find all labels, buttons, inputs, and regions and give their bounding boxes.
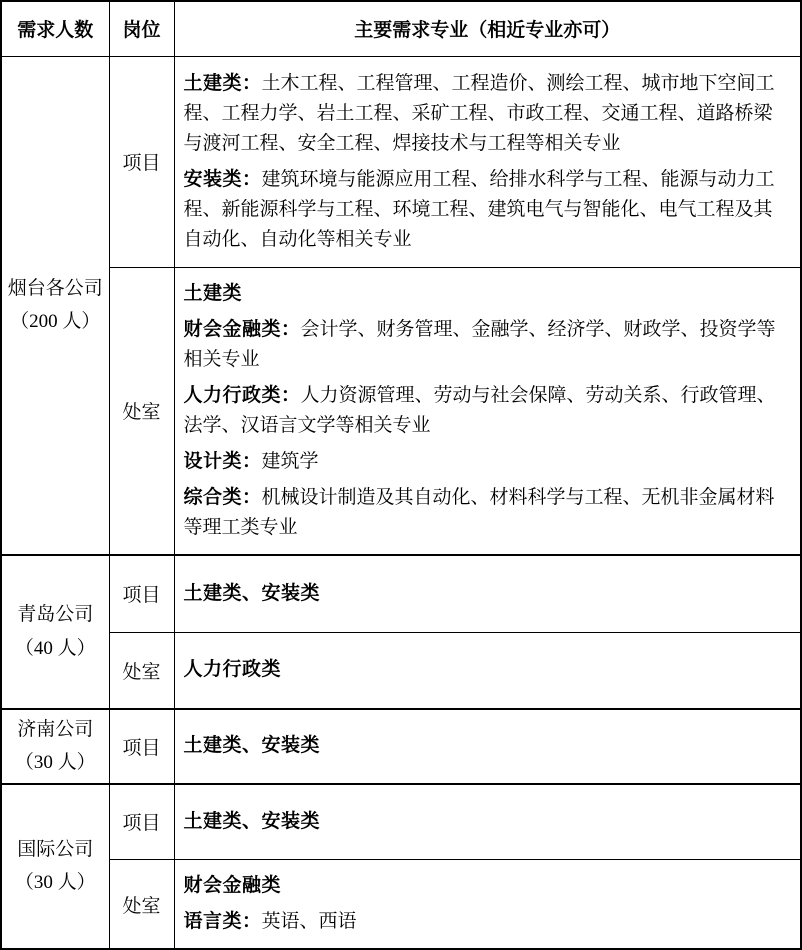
company-name: 烟台各公司	[7, 277, 103, 299]
major-category-label: 土建类、安装类	[183, 582, 321, 604]
header-majors: 主要需求专业（相近专业亦可）	[174, 1, 801, 56]
position-cell: 处室	[109, 860, 174, 950]
company-name: 青岛公司	[17, 604, 94, 626]
position-cell: 项目	[109, 784, 174, 860]
major-list: 建筑学	[261, 450, 319, 472]
major-list: 土木工程、工程管理、工程造价、测绘工程、城市地下空间工程、工程力学、岩土工程、采矿工程、市政工程、交通工程、道路桥梁与渡河工程、安全工程、焊接技术与工程等相关专业	[183, 72, 775, 154]
company-cell-qingdao	[1, 555, 109, 709]
row-yantai-project	[1, 56, 801, 267]
major-block	[184, 871, 789, 901]
major-block	[184, 483, 789, 543]
company-cell-international	[1, 784, 109, 950]
position-cell: 项目	[109, 555, 174, 633]
majors-cell	[174, 709, 801, 784]
company-name: 济南公司	[17, 718, 94, 740]
row-qingdao-office	[1, 633, 801, 709]
major-list: 会计学、财务管理、金融学、经济学、财政学、投资学等相关专业	[183, 318, 776, 370]
row-intl-project	[1, 784, 801, 860]
company-count: （30 人）	[14, 752, 96, 773]
major-category-label: 语言类：	[183, 911, 262, 932]
major-list: 建筑环境与能源应用工程、给排水科学与工程、能源与动力工程、新能源科学与工程、环境工程、建筑电气与智能化、电气工程及其自动化、自动化等相关专业	[183, 168, 775, 250]
majors-cell	[174, 555, 801, 633]
company-name: 国际公司	[17, 839, 94, 860]
major-category-label: 土建类	[183, 282, 243, 304]
major-block	[184, 381, 789, 441]
row-yantai-office	[1, 267, 801, 555]
major-block	[184, 279, 789, 309]
major-category-label: 人力行政类：	[183, 384, 301, 406]
major-category-label: 财会金融类	[183, 875, 282, 896]
row-qingdao-project	[1, 555, 801, 633]
major-block	[184, 655, 789, 685]
major-category-label: 综合类：	[183, 486, 262, 508]
major-category-label: 土建类、安装类	[183, 735, 321, 756]
major-category-label: 设计类：	[183, 450, 262, 472]
header-demand-count: 需求人数	[1, 1, 109, 56]
major-list: 人力资源管理、劳动与社会保障、劳动关系、行政管理、法学、汉语言文学等相关专业	[183, 384, 776, 436]
company-count: （30 人）	[14, 872, 96, 894]
major-list: 英语、西语	[261, 911, 357, 932]
major-category-label: 土建类、安装类	[183, 810, 321, 832]
major-block	[184, 447, 789, 477]
company-cell-jinan	[1, 709, 109, 784]
company-count: （200 人）	[10, 311, 101, 332]
position-cell: 处室	[109, 633, 174, 709]
header-row	[1, 1, 801, 56]
company-count: （40 人）	[14, 637, 96, 659]
majors-cell	[174, 784, 801, 860]
major-block	[184, 731, 789, 761]
major-category-label: 安装类：	[183, 168, 262, 190]
header-position: 岗位	[109, 1, 174, 56]
majors-cell	[174, 267, 801, 555]
row-jinan-project	[1, 709, 801, 784]
major-block	[184, 165, 789, 255]
major-block	[184, 69, 789, 159]
major-block	[184, 579, 789, 609]
position-cell: 处室	[109, 267, 174, 555]
position-cell: 项目	[109, 56, 174, 267]
company-cell-yantai	[1, 56, 109, 555]
row-intl-office	[1, 860, 801, 950]
major-category-label: 财会金融类：	[183, 318, 301, 340]
major-category-label: 人力行政类	[183, 659, 282, 681]
position-cell: 项目	[109, 709, 174, 784]
majors-cell	[174, 633, 801, 709]
major-block	[184, 807, 789, 837]
major-block	[184, 907, 789, 937]
major-block	[184, 315, 789, 375]
majors-cell	[174, 56, 801, 267]
majors-cell	[174, 860, 801, 950]
major-category-label: 土建类：	[183, 72, 262, 94]
major-list: 机械设计制造及其自动化、材料科学与工程、无机非金属材料等理工类专业	[183, 486, 775, 538]
